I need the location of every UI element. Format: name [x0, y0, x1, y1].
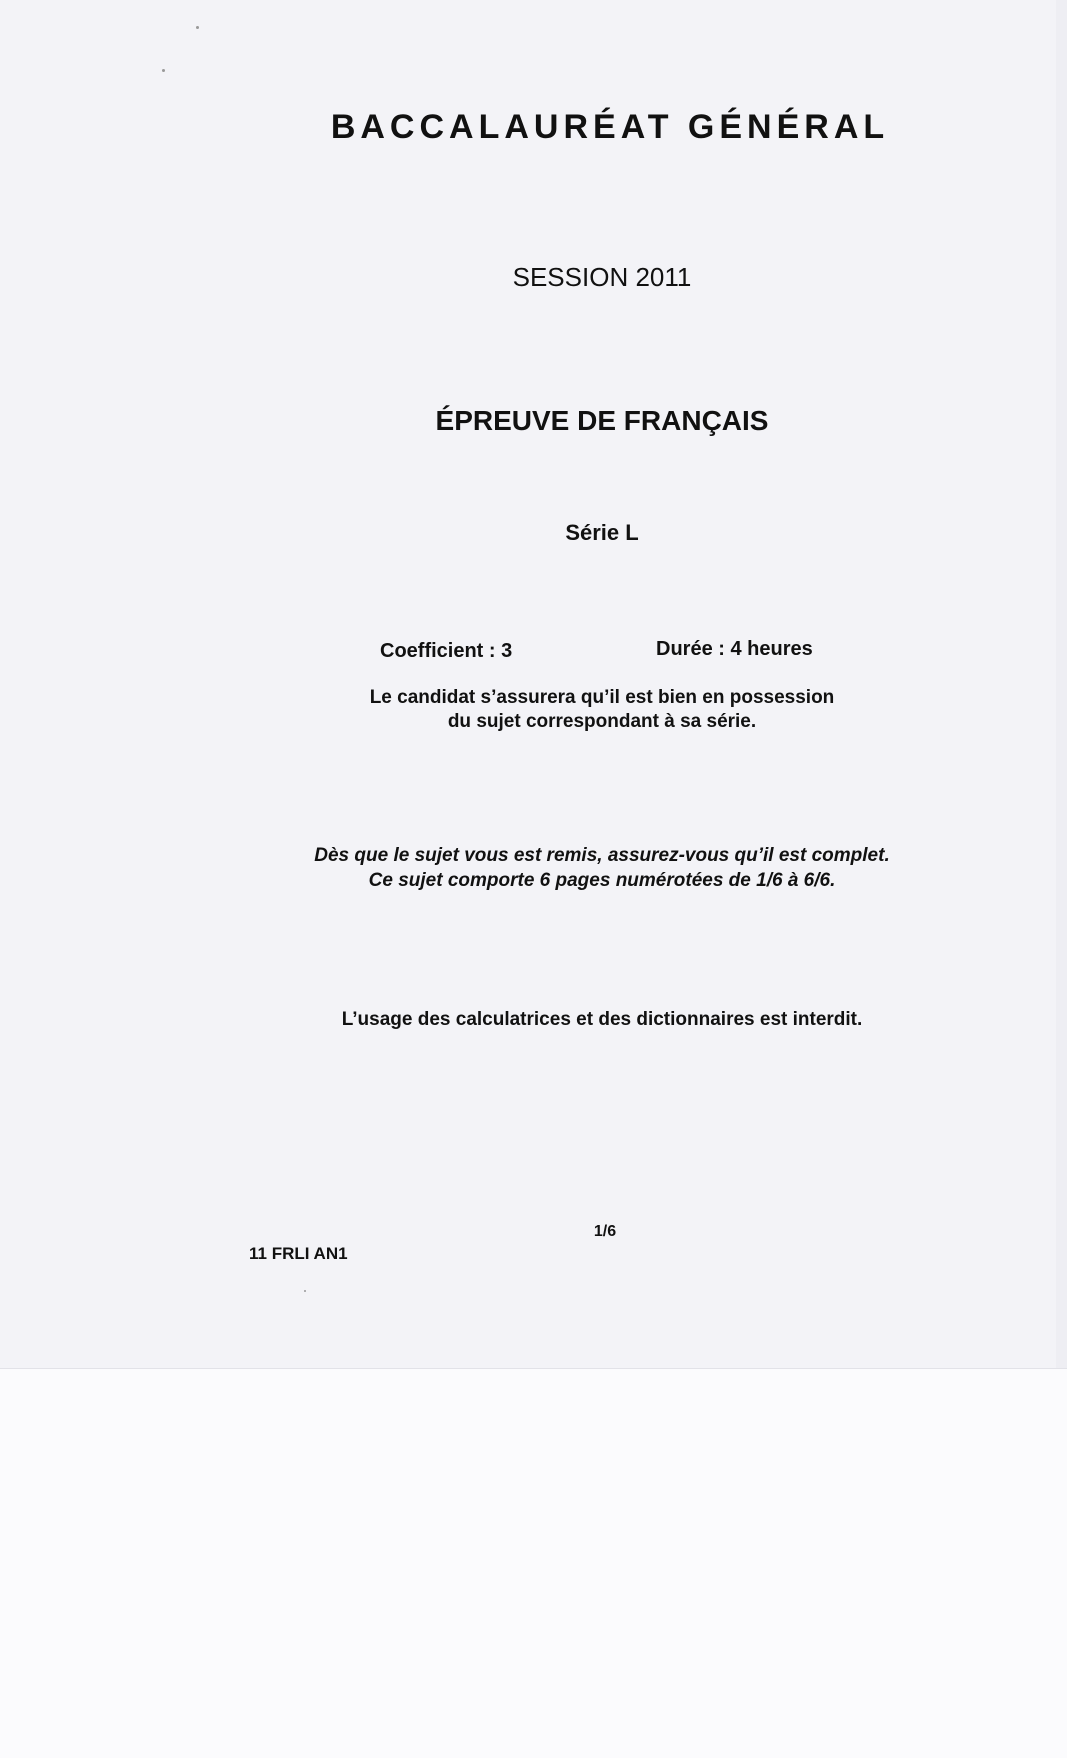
scan-speck [162, 69, 165, 72]
exam-code: 11 FRLI AN1 [249, 1244, 348, 1263]
completeness-notice-line: Dès que le sujet vous est remis, assurez-vous qu’il est complet. [314, 845, 890, 866]
candidate-notice-line: Le candidat s’assurera qu’il est bien en possession [369, 687, 835, 708]
scan-background [0, 1368, 1067, 1758]
completeness-notice [250, 843, 954, 893]
scan-edge [1056, 0, 1067, 1368]
page-number: 1/6 [593, 1223, 617, 1240]
session-year: SESSION 2011 [512, 262, 692, 292]
candidate-notice [300, 686, 904, 734]
coefficient-label: Coefficient : 3 [380, 640, 513, 662]
scan-speck [304, 1290, 306, 1292]
exam-subject: ÉPREUVE DE FRANÇAIS [435, 405, 769, 436]
usage-notice: L’usage des calculatrices et des dictionnaires est interdit. [341, 1009, 863, 1030]
exam-title: BACCALAURÉAT GÉNÉRAL [330, 108, 890, 146]
candidate-notice-line: du sujet correspondant à sa série. [447, 711, 757, 732]
scan-speck [196, 26, 199, 29]
completeness-notice-line: Ce sujet comporte 6 pages numérotées de 1/6 à 6/6. [368, 870, 836, 891]
duration-label: Durée : 4 heures [656, 638, 813, 660]
exam-series: Série L [565, 520, 639, 545]
